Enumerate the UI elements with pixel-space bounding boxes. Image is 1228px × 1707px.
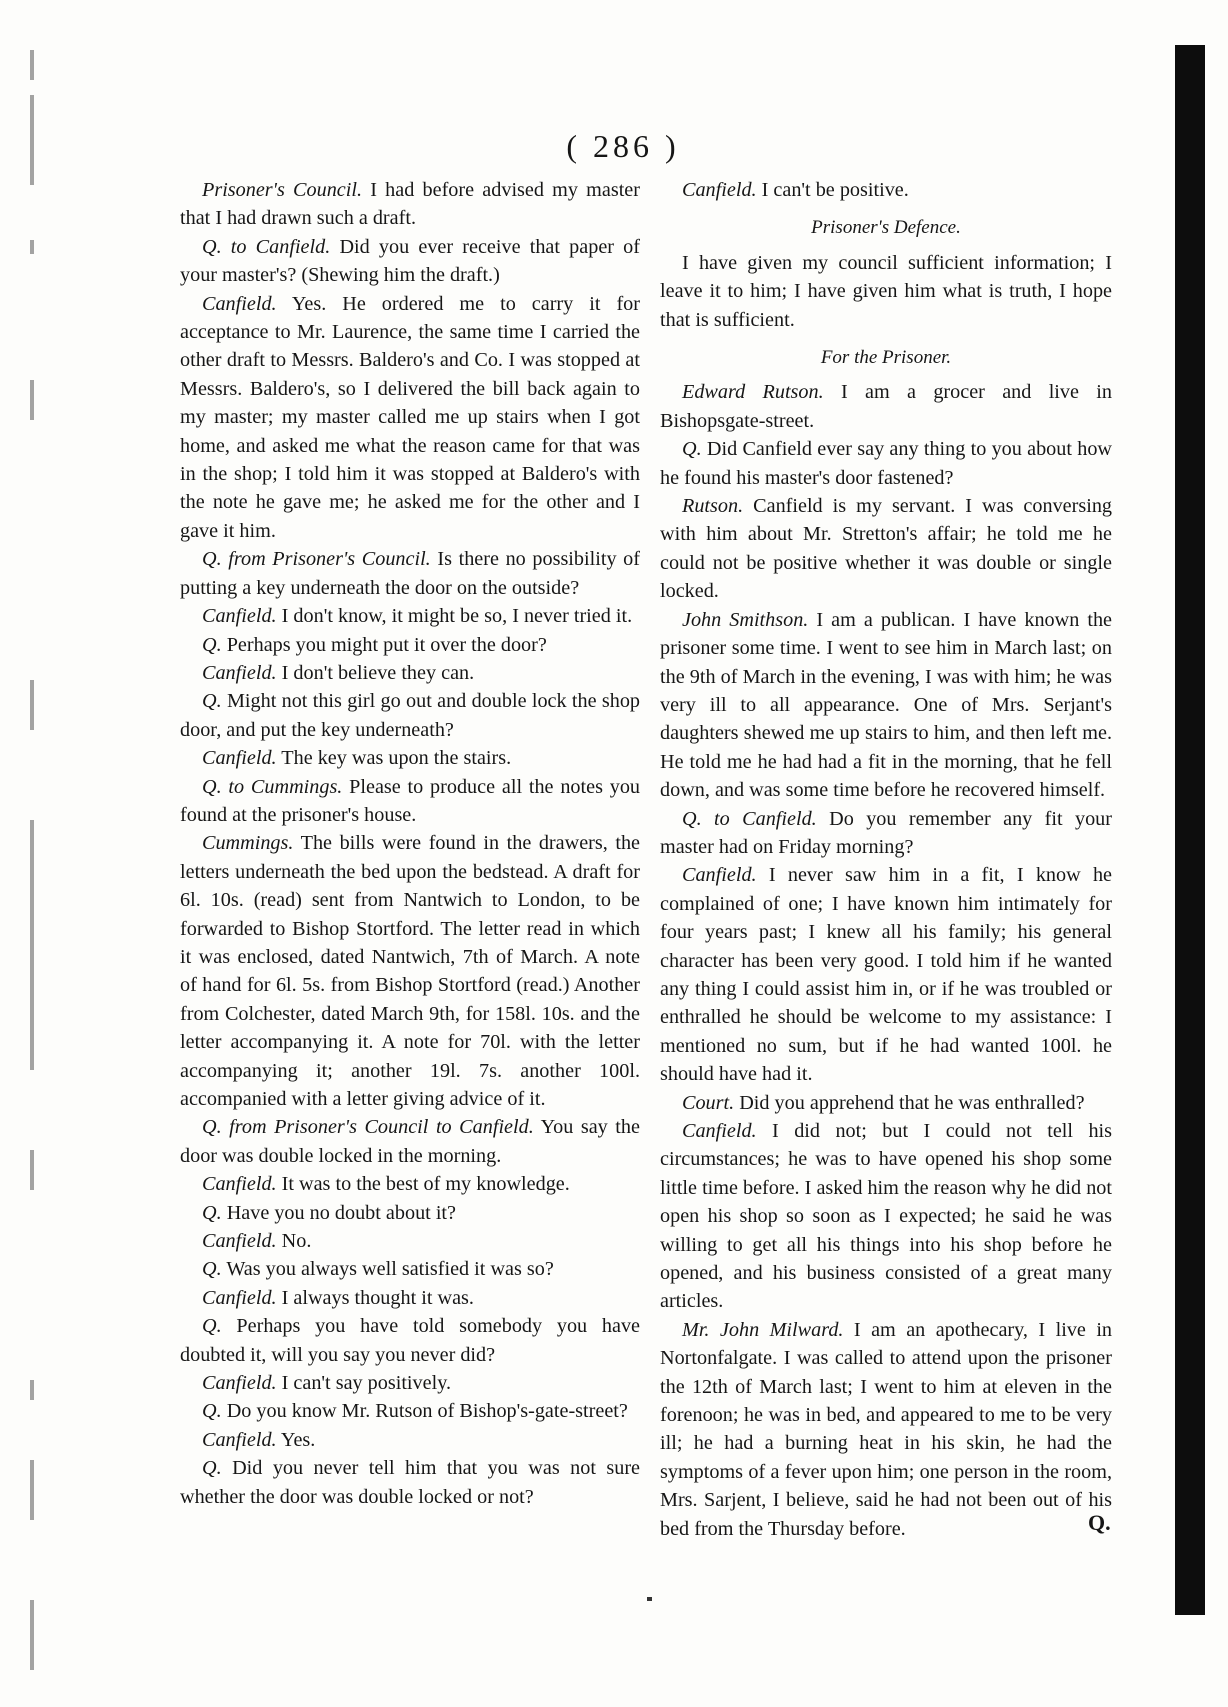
testimony-paragraph xyxy=(180,290,640,546)
page-number: ( 286 ) xyxy=(566,128,680,164)
testimony-text: Perhaps you might put it over the door? xyxy=(226,633,547,656)
testimony-paragraph xyxy=(180,1426,640,1454)
speaker-label: Canfield. xyxy=(202,1230,277,1253)
left-column xyxy=(180,176,640,1511)
testimony-text: Do you know Mr. Rutson of Bishop's-gate-street? xyxy=(226,1400,628,1423)
testimony-paragraph xyxy=(180,659,640,687)
speaker-label: Canfield. xyxy=(682,1120,757,1142)
testimony-paragraph xyxy=(180,1369,640,1397)
testimony-paragraph xyxy=(660,606,1112,805)
testimony-paragraph xyxy=(180,1113,640,1170)
testimony-paragraph xyxy=(180,1199,640,1227)
testimony-paragraph xyxy=(180,1312,640,1369)
speaker-label: Q. xyxy=(202,1315,222,1338)
speaker-label: Q. xyxy=(202,1201,222,1224)
testimony-paragraph xyxy=(180,773,640,830)
testimony-paragraph xyxy=(180,744,640,772)
testimony-text: Did you apprehend that he was enthralled? xyxy=(739,1091,1085,1114)
testimony-text: Please to produce all the notes you found at the prisoner's house. xyxy=(180,775,641,826)
testimony-paragraph xyxy=(660,492,1112,606)
testimony-paragraph xyxy=(660,861,1112,1088)
testimony-paragraph xyxy=(660,1316,1112,1543)
speaker-label: Q. xyxy=(202,1258,222,1281)
testimony-text: You say the door was double locked in the morning. xyxy=(180,1116,640,1167)
testimony-text: I am an apothecary, I live in Nortonfalgate. I was called to attend upon the prisoner the 12th of March last; I went to him at eleven in the forenoon; he was in bed, and appeared to me to be very ill; he had a burning heat in his skin, he had the symptoms of a fever upon him; one person in the room, Mrs. Sarjent, I believe, said he had not been out of his bed from the Thursday before. xyxy=(660,1318,1113,1540)
testimony-paragraph xyxy=(660,378,1112,435)
testimony-text: I am a grocer and live in Bishopsgate-street. xyxy=(660,381,1112,432)
testimony-paragraph xyxy=(180,1397,640,1425)
speaker-label: Mr. John Milward. xyxy=(682,1318,844,1341)
testimony-text: I am a publican. I have known the prisoner some time. I went to see him in March last; on the 9th of March in the evening, I was with him; he was very ill to all appearance. One of Mrs. Serjant's daughters shewed me up stairs to him, and then left me. He told me he had had a fit in the morning, that he fell down, and was some time before he recovered himself. xyxy=(660,608,1113,802)
testimony-text: I can't say positively. xyxy=(281,1372,452,1395)
testimony-paragraph xyxy=(180,829,640,1113)
testimony-text: Might not this girl go out and double lock the shop door, and put the key underneath? xyxy=(180,690,641,741)
speaker-label: Court. xyxy=(682,1091,735,1114)
testimony-text: I always thought it was. xyxy=(281,1286,474,1309)
testimony-text: I don't believe they can. xyxy=(281,661,475,684)
testimony-text: I can't be positive. xyxy=(761,179,909,201)
testimony-text: Was you always well satisfied it was so? xyxy=(226,1258,554,1281)
testimony-paragraph xyxy=(660,249,1112,334)
testimony-paragraph xyxy=(180,631,640,659)
testimony-text: I have given my council sufficient information; I leave it to him; I have given him what is truth, I hope that is sufficient. xyxy=(660,251,1112,331)
speaker-label: Q. xyxy=(202,1457,222,1480)
speaker-label: John Smithson. xyxy=(682,608,809,631)
speaker-label: Canfield. xyxy=(202,1173,277,1196)
testimony-paragraph xyxy=(180,1255,640,1283)
testimony-text: Did you never tell him that you was not sure whether the door was double locked or not? xyxy=(180,1457,641,1508)
speaker-label: Cummings. xyxy=(202,832,294,855)
speaker-label: Rutson. xyxy=(682,495,744,518)
testimony-text: Perhaps you have told somebody you have doubted it, will you say you never did? xyxy=(180,1315,641,1366)
testimony-text: Is there no possibility of putting a key underneath the door on the outside? xyxy=(180,548,640,599)
testimony-text: Canfield is my servant. I was conversing with him about Mr. Stretton's affair; he told me he could not be positive whether it was double or single locked. xyxy=(660,495,1113,603)
speaker-label: Canfield. xyxy=(202,747,277,770)
testimony-text: I never saw him in a fit, I know he complained of one; I have known him intimately for four years past; I knew all his family; his general character has been very good. I told him if he wanted any thing I could assist him in, or if he was troubled or enthralled he should be welcome to my assistance: I mentioned no sum, but if he had wanted 100l. he should have had it. xyxy=(660,864,1113,1086)
testimony-paragraph xyxy=(180,545,640,602)
speaker-label: Q. from Prisoner's Council. xyxy=(202,548,431,571)
testimony-text: Yes. xyxy=(280,1428,316,1451)
speaker-label: Canfield. xyxy=(202,1372,277,1395)
testimony-paragraph xyxy=(180,233,640,290)
testimony-paragraph xyxy=(660,176,1112,204)
testimony-text: Do you remember any fit your master had on Friday morning? xyxy=(660,807,1112,858)
binding-shadow xyxy=(1175,45,1205,1615)
left-margin-marks xyxy=(20,40,50,1680)
speaker-label: Q. xyxy=(202,1400,222,1423)
testimony-paragraph xyxy=(180,1227,640,1255)
testimony-paragraph xyxy=(660,1117,1112,1316)
speaker-label: Canfield. xyxy=(202,292,277,315)
section-heading: For the Prisoner. xyxy=(820,347,952,369)
right-column xyxy=(660,176,1112,1543)
catchword: Q. xyxy=(1088,1510,1111,1535)
speaker-label: Canfield. xyxy=(202,1286,277,1309)
speaker-label: Q. xyxy=(202,633,222,656)
testimony-text: Did you ever receive that paper of your master's? (Shewing him the draft.) xyxy=(180,235,640,287)
testimony-text: The key was upon the stairs. xyxy=(281,747,512,770)
speaker-label: Q. from Prisoner's Council to Canfield. xyxy=(202,1116,534,1139)
speaker-label: Q. to Canfield. xyxy=(202,235,331,258)
testimony-text: I did not; but I could not tell his circumstances; he was to have opened his shop some little time before. I asked him the reason why he did not open his shop so soon as I expected; he said he was willing to get all his things into his shop before he opened, and his business consisted of a great many articles. xyxy=(660,1120,1113,1313)
stray-mark xyxy=(647,1597,652,1601)
testimony-paragraph xyxy=(180,1454,640,1511)
testimony-text: The bills were found in the drawers, the letters underneath the bed upon the bedstead. A draft for 6l. 10s. (read) sent from Nantwich to London, to be forwarded to Bishop Stortford. The letter read in which it was enclosed, dated Nantwich, 7th of March. A note of hand for 6l. 5s. from Bishop Stortford (read.) Another from Colchester, dated March 9th, for 158l. 10s. and the letter accompanying it. A note for 70l. with the letter accompanying it; another 19l. 7s. another 100l. accompanied with a letter giving advice of it. xyxy=(180,832,640,1110)
speaker-label: Q. to Cummings. xyxy=(202,775,343,798)
testimony-paragraph xyxy=(180,176,640,233)
testimony-text: No. xyxy=(281,1230,312,1253)
testimony-paragraph xyxy=(180,687,640,744)
speaker-label: Edward Rutson. xyxy=(682,381,824,404)
speaker-label: Q. to Canfield. xyxy=(682,807,817,830)
testimony-text: I don't know, it might be so, I never tried it. xyxy=(281,605,633,628)
testimony-paragraph xyxy=(180,1284,640,1312)
section-heading: Prisoner's Defence. xyxy=(811,217,961,239)
speaker-label: Prisoner's Council. xyxy=(202,179,363,201)
testimony-paragraph xyxy=(660,1089,1112,1117)
testimony-text: I had before advised my master that I had drawn such a draft. xyxy=(180,179,640,230)
testimony-text: It was to the best of my knowledge. xyxy=(281,1173,570,1196)
testimony-paragraph xyxy=(660,435,1112,492)
speaker-label: Q. xyxy=(682,438,702,461)
testimony-paragraph xyxy=(660,805,1112,862)
speaker-label: Canfield. xyxy=(202,661,277,684)
testimony-text: Have you no doubt about it? xyxy=(226,1201,456,1224)
speaker-label: Canfield. xyxy=(202,1428,277,1451)
testimony-paragraph xyxy=(180,602,640,630)
speaker-label: Canfield. xyxy=(202,605,277,628)
testimony-text: Yes. He ordered me to carry it for acceptance to Mr. Laurence, the same time I carried the other draft to Messrs. Baldero's and Co. I was stopped at Messrs. Baldero's, so I delivered the bill back again to my master; my master called me up stairs when I got home, and asked me what the reason came for that was in the shop; I told him it was stopped at Baldero's with the note he gave me; he asked me for the other and I gave it him. xyxy=(180,292,640,542)
testimony-text: Did Canfield ever say any thing to you about how he found his master's door fastened? xyxy=(660,438,1113,489)
testimony-paragraph xyxy=(180,1170,640,1198)
speaker-label: Canfield. xyxy=(682,179,757,201)
speaker-label: Canfield. xyxy=(682,864,757,887)
speaker-label: Q. xyxy=(202,690,222,713)
